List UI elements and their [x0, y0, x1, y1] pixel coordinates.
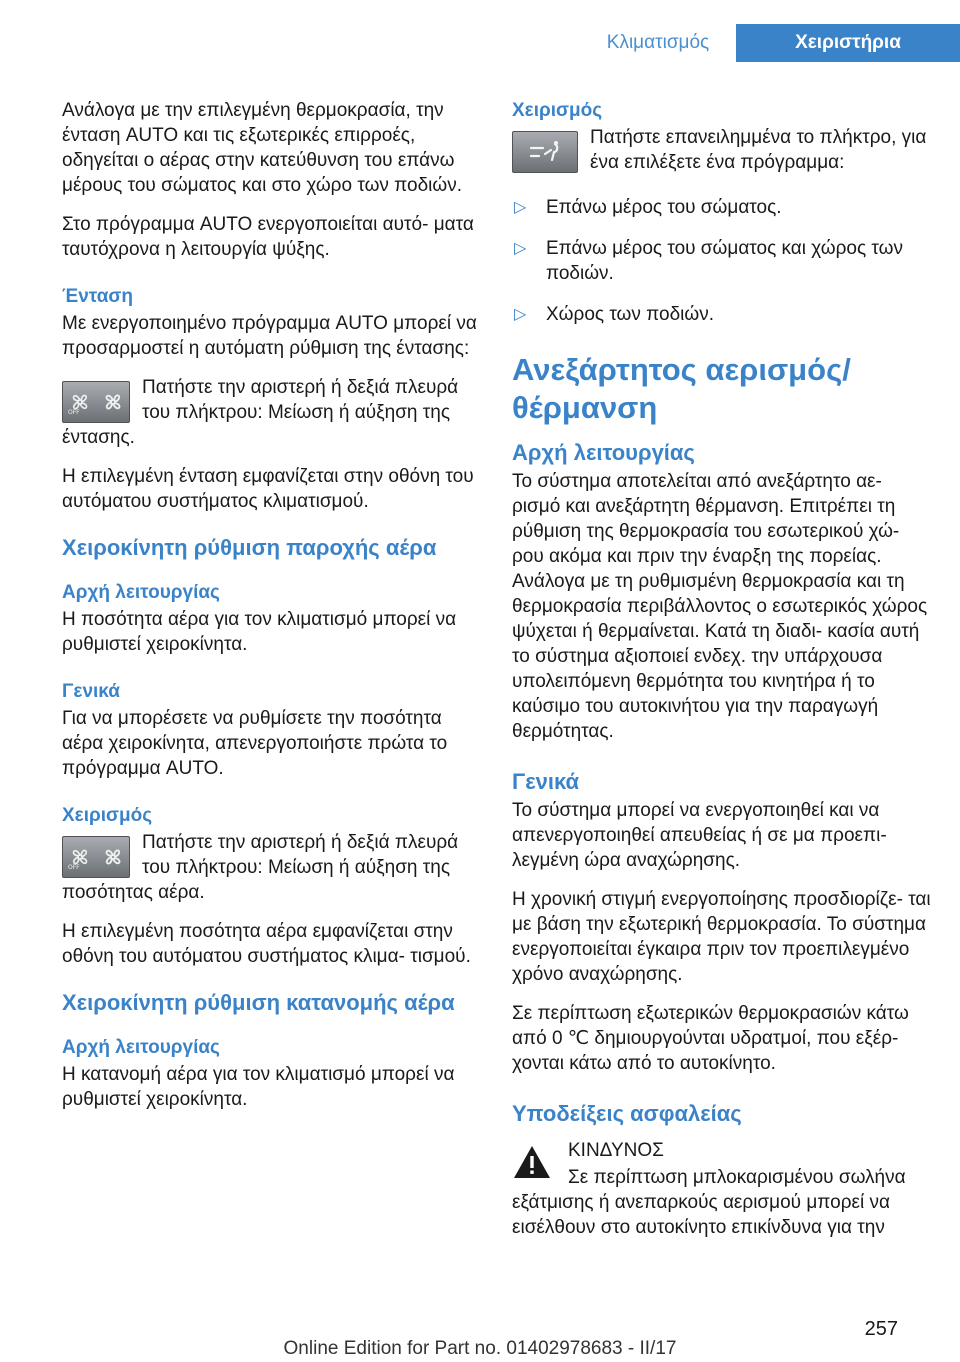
- heading-operation: Χειρισμός: [512, 100, 603, 121]
- svg-text:OFF: OFF: [68, 409, 80, 415]
- heading-general: Γενικά: [512, 769, 580, 794]
- left-column: [62, 98, 478, 1126]
- instruction-text: Πατήστε την αριστερή ή δεξιά πλευρά του πλήκτρου: Μείωση ή αύξηση της ποσότητας αέρα.: [62, 832, 459, 903]
- page-number: 257: [864, 1318, 898, 1340]
- heading-manual-air-distribution: Χειροκίνητη ρύθμιση κατανομής αέρα: [62, 990, 455, 1015]
- air-distribution-button-icon: [512, 131, 578, 173]
- fan-button-icon: [62, 836, 130, 878]
- paragraph: Για να μπορέσετε να ρυθμίσετε την ποσότητα αέρα χειροκίνητα, απενεργοποιήστε πρώτα το πρόγραμμα AUTO.: [62, 708, 448, 779]
- heading-intensity: Ένταση: [62, 286, 134, 307]
- footer-edition: Online Edition for Part no. 01402978683 - II/17: [283, 1338, 677, 1359]
- heading-operation: Χειρισμός: [62, 805, 153, 826]
- right-column: [512, 98, 932, 1254]
- triangle-right-icon: ▷: [514, 199, 527, 216]
- instruction-fan-intensity: [62, 375, 478, 450]
- paragraph: Η χρονική στιγμή ενεργοποίησης προσδιορίζε- ται με βάση την εξωτερική θερμοκρασία. Το σύστημα ενεργοποιείται έγκαιρα πριν τον προεπιλεγμένο χρόνο αναχώρησης.: [512, 889, 931, 985]
- warning-title: ΚΙΝΔΥΝΟΣ: [568, 1140, 664, 1161]
- paragraph: Το σύστημα αποτελείται από ανεξάρτητο αε- ρισμό και ανεξάρτητη θέρμανση. Επιτρέπει τη ρύθμιση της θερμοκρασία του εσωτερικού χώ- ρου ακόμα και πριν την έναρξη της πορείας. Ανάλογα με τη ρυθμισμένη θερμοκρασία και τη θερμοκρασία περιβάλλοντος ο εσωτερικός χώρος ψύχεται ή θερμαίνεται. Κατά τη διαδι- κασία αυτή το σύστημα αξιοποιεί ενδεχ. την υπάρχουσα υπολειπόμενη θερμότητα του κινητήρα ή το καύσιμο του αυτοκινήτου για την παραγωγή θερμότητας.: [512, 471, 928, 742]
- program-list: [512, 195, 932, 327]
- paragraph: Στο πρόγραμμα AUTO ενεργοποιείται αυτό- ματα ταυτόχρονα η λειτουργία ψύξης.: [62, 214, 474, 260]
- triangle-right-icon: ▷: [514, 240, 527, 257]
- instruction-air-quantity: [62, 830, 478, 905]
- svg-text:OFF: OFF: [68, 864, 80, 870]
- heading-principle: Αρχή λειτουργίας: [62, 1037, 220, 1058]
- paragraph: Με ενεργοποιημένο πρόγραμμα AUTO μπορεί να προσαρμοστεί η αυτόματη ρύθμιση της έντασης:: [62, 313, 477, 359]
- warning-triangle-icon: [512, 1144, 552, 1180]
- instruction-text: Πατήστε την αριστερή ή δεξιά πλευρά του πλήκτρου: Μείωση ή αύξηση της έντασης.: [62, 377, 459, 448]
- header-tabs: [0, 24, 960, 62]
- paragraph: Ανάλογα με την επιλεγμένη θερμοκρασία, την ένταση AUTO και τις εξωτερικές επιρροές, οδηγείται ο αέρας στην κατεύθυνση του επάνω μέρους του σώματος και στο χώρο των ποδιών.: [62, 100, 463, 196]
- instruction-text: Πατήστε επανειλημμένα το πλήκτρο, για ένα επιλέξετε ένα πρόγραμμα:: [590, 127, 927, 173]
- warning-block: [512, 1138, 932, 1240]
- heading-principle: Αρχή λειτουργίας: [512, 440, 695, 465]
- paragraph: Η επιλεγμένη ένταση εμφανίζεται στην οθόνη του αυτόματου συστήματος κλιματισμού.: [62, 466, 474, 512]
- paragraph: Η κατανομή αέρα για τον κλιματισμό μπορεί να ρυθμιστεί χειροκίνητα.: [62, 1064, 455, 1110]
- heading-safety: Υποδείξεις ασφαλείας: [512, 1101, 742, 1126]
- warning-text: Σε περίπτωση μπλοκαρισμένου σωλήνα εξάτμισης ή ανεπαρκούς αερισμού μπορεί να εισέλθουν στο αυτοκίνητο επικίνδυνα για την: [512, 1167, 906, 1238]
- triangle-right-icon: ▷: [514, 306, 527, 323]
- paragraph: Το σύστημα μπορεί να ενεργοποιηθεί και να απενεργοποιηθεί απευθείας ή σε μα προεπι- λεγμένη ώρα αναχώρησης.: [512, 800, 887, 871]
- paragraph: Σε περίπτωση εξωτερικών θερμοκρασιών κάτω από 0 ℃ δημιουργούνται υδρατμοί, που εξέρ- χονται κάτω από το αυτοκίνητο.: [512, 1003, 909, 1074]
- heading-manual-air-flow: Χειροκίνητη ρύθμιση παροχής αέρα: [62, 535, 437, 560]
- list-item: ▷ Επάνω μέρος του σώματος και χώρος των ποδιών.: [514, 238, 903, 284]
- paragraph: Η επιλεγμένη ποσότητα αέρα εμφανίζεται στην οθόνη του αυτόματου συστήματος κλιμα- τισμού.: [62, 921, 471, 967]
- fan-button-icon: [62, 381, 130, 423]
- tab-controls[interactable]: Χειριστήρια: [736, 24, 960, 62]
- heading-general: Γενικά: [62, 681, 120, 702]
- instruction-air-distribution: [512, 125, 932, 181]
- list-item: ▷ Χώρος των ποδιών.: [514, 304, 714, 325]
- heading-principle: Αρχή λειτουργίας: [62, 582, 220, 603]
- list-item: ▷ Επάνω μέρος του σώματος.: [514, 197, 782, 218]
- paragraph: Η ποσότητα αέρα για τον κλιματισμό μπορεί να ρυθμιστεί χειροκίνητα.: [62, 609, 457, 655]
- tab-climate[interactable]: Κλιματισμός: [606, 32, 710, 53]
- heading-independent-ventilation: Ανεξάρτητος αερισμός/ θέρμανση: [512, 352, 851, 425]
